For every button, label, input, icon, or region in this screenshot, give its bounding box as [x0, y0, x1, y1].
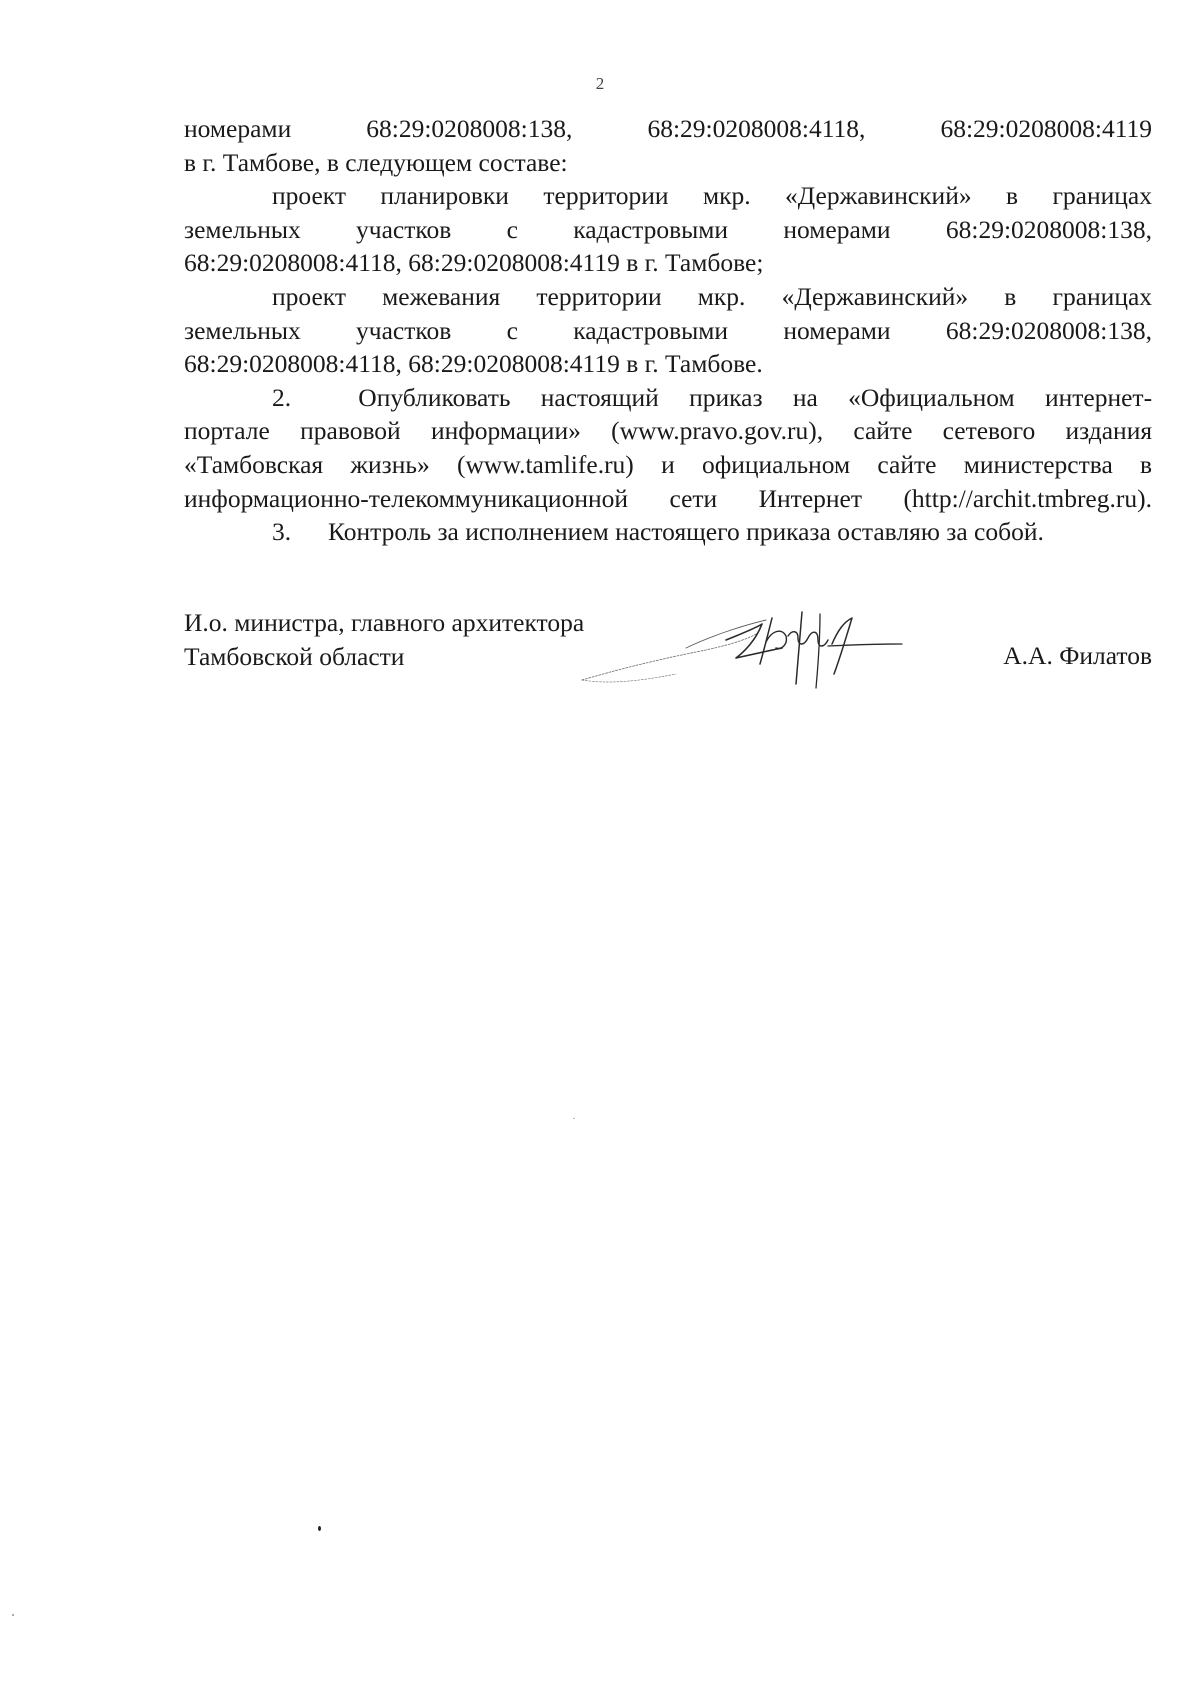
signatory-title-line-1: И.о. министра, главного архитектора [184, 608, 585, 637]
scan-speck [318, 1526, 321, 1531]
word: номерами [783, 315, 891, 345]
word: официальном [701, 449, 851, 479]
word: жизнь» [350, 449, 430, 479]
word: 68:29:0208008:4118, [647, 114, 866, 143]
scan-speck [573, 1118, 575, 1119]
word: в [1140, 449, 1153, 479]
item2-line-2 [184, 414, 1152, 448]
document-body [184, 112, 1152, 549]
word: межевания [382, 281, 501, 311]
word: сайте [853, 416, 913, 446]
word: «Официальном [848, 382, 1015, 412]
item3-line-1 [184, 515, 1152, 549]
item-number: 2. [272, 382, 292, 412]
word: информационно-телекоммуникационной [184, 483, 629, 513]
word: с [506, 315, 518, 345]
word: 68:29:0208008:138, [945, 214, 1152, 244]
word: информации» [430, 416, 581, 446]
signatory-name: А.А. Филатов [1003, 641, 1152, 670]
word: Интернет [758, 483, 863, 513]
word: правовой [300, 416, 401, 446]
word: Опубликовать [358, 382, 511, 412]
word: «Державинский» [781, 281, 969, 311]
item2-line-1 [184, 381, 1152, 415]
word: участков [356, 214, 452, 244]
word: приказ [689, 382, 763, 412]
word: сайте [877, 449, 937, 479]
item2-line-3 [184, 448, 1152, 482]
word: границах [1052, 281, 1153, 311]
handwritten-signature [576, 600, 906, 690]
word: территории [536, 281, 662, 311]
signatory-title [184, 606, 584, 673]
planning-line-2 [184, 213, 1152, 247]
survey-line-3: 68:29:0208008:4118, 68:29:0208008:4119 в г. Тамбове. [184, 349, 763, 379]
word: земельных [184, 214, 301, 244]
item3-text: Контроль за исполнением настоящего приказа оставляю за собой. [328, 517, 1044, 547]
word: номерами [783, 214, 891, 244]
item2-line-4 [184, 482, 1152, 516]
word: границах [1052, 181, 1152, 211]
word: проект [272, 181, 346, 211]
word: портале [184, 416, 270, 446]
word: участков [356, 315, 452, 345]
word: и [661, 449, 675, 479]
word: сети [669, 483, 718, 513]
word: 68:29:0208008:4119 [940, 114, 1152, 143]
intro-line-1 [184, 112, 1152, 146]
scan-speck [12, 1614, 14, 1616]
word: «Державинский» [785, 181, 972, 211]
word: (www.tamlife.ru) [457, 449, 634, 479]
word: на [792, 382, 818, 412]
word: «Тамбовская [184, 449, 324, 479]
word: 68:29:0208008:138, [945, 315, 1152, 345]
word: кадастровыми [573, 315, 729, 345]
word: сетевого [942, 416, 1036, 446]
word: (www.pravo.gov.ru), [611, 416, 824, 446]
intro-line-2: в г. Тамбове, в следующем составе: [184, 147, 568, 177]
word: 68:29:0208008:138, [366, 114, 573, 143]
word: в [1006, 181, 1019, 211]
page-number: 2 [595, 74, 605, 93]
planning-line-1 [184, 179, 1152, 213]
word: проект [272, 281, 346, 311]
survey-line-1 [184, 280, 1152, 314]
word: мкр. [702, 181, 751, 211]
item-number: 3. [272, 517, 292, 547]
word: земельных [184, 315, 301, 345]
word: планировки [380, 181, 509, 211]
signature-block [184, 606, 1152, 686]
word: интернет- [1044, 382, 1153, 412]
word: номерами [184, 114, 292, 143]
word: настоящий [540, 382, 659, 412]
word: (http://archit.tmbreg.ru). [903, 483, 1152, 513]
word: издания [1065, 416, 1153, 446]
word: в [1004, 281, 1017, 311]
word: мкр. [697, 281, 746, 311]
word: с [506, 214, 518, 244]
word: министерства [963, 449, 1113, 479]
planning-line-3: 68:29:0208008:4118, 68:29:0208008:4119 в г. Тамбове; [184, 248, 764, 278]
word: территории [543, 181, 669, 211]
signatory-title-line-2: Тамбовской области [184, 641, 405, 671]
survey-line-2 [184, 314, 1152, 348]
word: кадастровыми [573, 214, 729, 244]
